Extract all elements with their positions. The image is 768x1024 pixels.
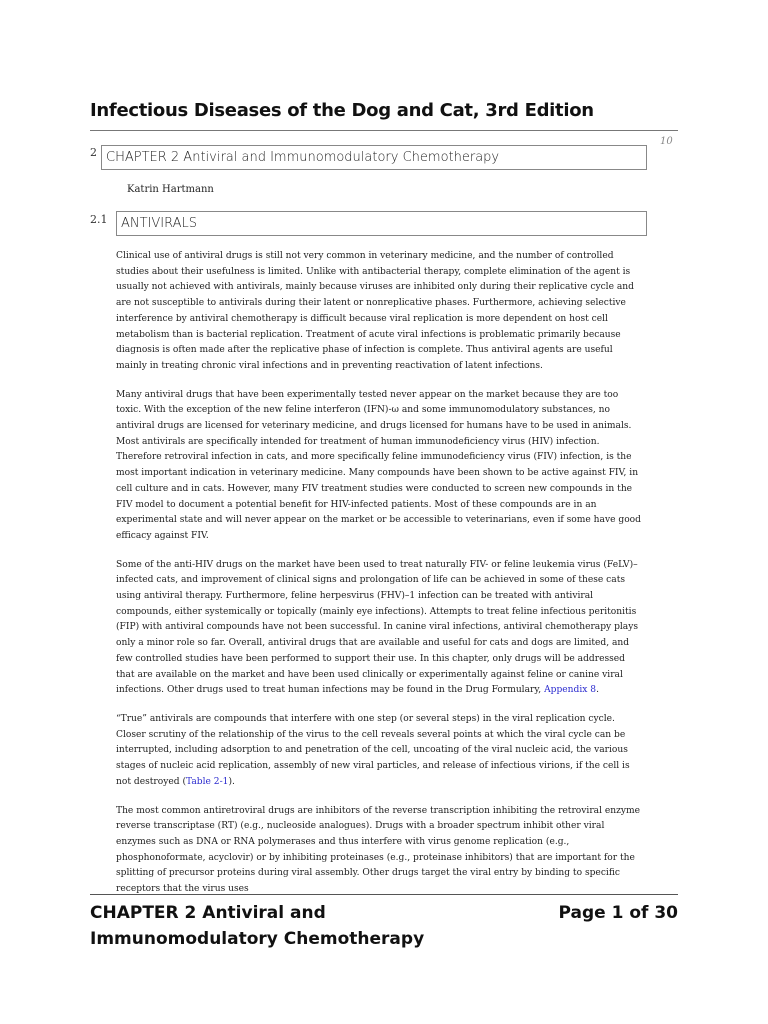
- body-text: [116, 249, 646, 895]
- book-title: Infectious Diseases of the Dog and Cat, 3rd Edition: [90, 100, 594, 121]
- header-rule: [90, 130, 678, 131]
- paragraph-4-text: “True” antivirals are compounds that interfere with one step (or several steps) in the viral replication cycle. Closer scrutiny of the relationship of the virus to the cell reveals several points at which the viral cycle can be interrupted, including adsorption to and penetration of the cell, uncoating of the viral nucleic acid, the various stages of nucleic acid replication, assembly of new viral particles, and release of infectious virions, if the cell is not destroyed (: [116, 713, 630, 787]
- section-number: 2.1: [90, 213, 108, 226]
- paragraph-5: The most common antiretroviral drugs are inhibitors of the reverse transcription inhibiting the retroviral enzyme reverse transcriptase (RT) (e.g., nucleoside analogues). Drugs with a broader spectrum inhibit other viral enzymes such as DNA or RNA polymerases and thus interfere with virus genome replication (e.g., phosphonoformate, acyclovir) or by inhibiting proteinases (e.g., proteinase inhibitors) that are important for the splitting of precursor proteins during viral assembly. Other drugs target the viral entry by binding to specific receptors that the virus uses: [116, 805, 641, 895]
- paragraph-4-end: ).: [228, 776, 235, 787]
- paragraph-1: Clinical use of antiviral drugs is still not very common in veterinary medicine, and the number of controlled studies about their usefulness is limited. Unlike with antibacterial therapy, complete elimination of the agent is usually not achieved with antivirals, mainly because viruses are inhibited only during their replicative cycle and are not susceptible to antivirals during their latent or nonreplicative phases. Furthermore, achieving selective interference by antiviral chemotherapy is difficult because viral replication is more dependent on host cell metabolism than is bacterial replication. Treatment of acute viral infections is problematic primarily because diagnosis is often made after the replicative phase of infection is complete. Thus antiviral agents are useful mainly in treating chronic viral infections and in preventing reactivation of latent infections.: [116, 251, 634, 371]
- paragraph-2: Many antiviral drugs that have been experimentally tested never appear on the market because they are too toxic. With the exception of the new feline interferon (IFN)-ω and some immunomodulatory substances, no antiviral drugs are licensed for veterinary medicine, and drugs licensed for humans have to be used in animals. Most antivirals are specifically intended for treatment of human immunodeficiency virus (HIV) infection. Therefore retroviral infection in cats, and more specifically feline immunodeficiency virus (FIV) infection, is the most important indication in veterinary medicine. Many compounds have been shown to be active against FIV, in cell culture and in cats. However, many FIV treatment studies were conducted to screen new compounds in the FIV model to document a potential benefit for HIV-infected patients. Most of these compounds are in an experimental state and will never appear on the market or be accessible to veterinarians, even if some have good efficacy against FIV.: [116, 389, 641, 541]
- footer-chapter-title: CHAPTER 2 Antiviral and Immunomodulatory Chemotherapy: [90, 903, 425, 949]
- author-name: Katrin Hartmann: [127, 184, 214, 195]
- page-marker: 10: [660, 136, 673, 147]
- paragraph-3-end: .: [596, 685, 599, 696]
- section-heading-box: [116, 211, 647, 236]
- chapter-number: 2: [90, 146, 97, 159]
- footer-rule: [90, 894, 678, 895]
- section-title: ANTIVIRALS: [121, 216, 198, 231]
- paragraph-3-text: Some of the anti-HIV drugs on the market have been used to treat naturally FIV- or feline leukemia virus (FeLV)–infected cats, and improvement of clinical signs and prolongation of life can be achieved in some of these cats using antiviral therapy. Furthermore, feline herpesvirus (FHV)–1 infection can be treated with antiviral compounds, either systemically or topically (mainly eye infections). Attempts to treat feline infectious peritonitis (FIP) with antiviral compounds have not been successful. In canine viral infections, antiviral chemotherapy plays only a minor role so far. Overall, antiviral drugs that are available and useful for cats and dogs are limited, and few controlled studies have been performed to support their use. In this chapter, only drugs will be addressed that are available on the market and have been used clinically or experimentally against feline or canine viral infections. Other drugs used to treat human infections may be found in the Drug Formulary,: [116, 559, 639, 696]
- chapter-heading-box: [101, 145, 647, 170]
- paragraph-3: [116, 558, 646, 699]
- paragraph-4: [116, 712, 646, 791]
- appendix-8-link[interactable]: Appendix 8: [544, 685, 597, 696]
- chapter-title: CHAPTER 2 Antiviral and Immunomodulatory Chemotherapy: [106, 150, 500, 165]
- table-2-1-link[interactable]: Table 2-1: [186, 776, 229, 787]
- footer-page-number: Page 1 of 30: [558, 903, 678, 923]
